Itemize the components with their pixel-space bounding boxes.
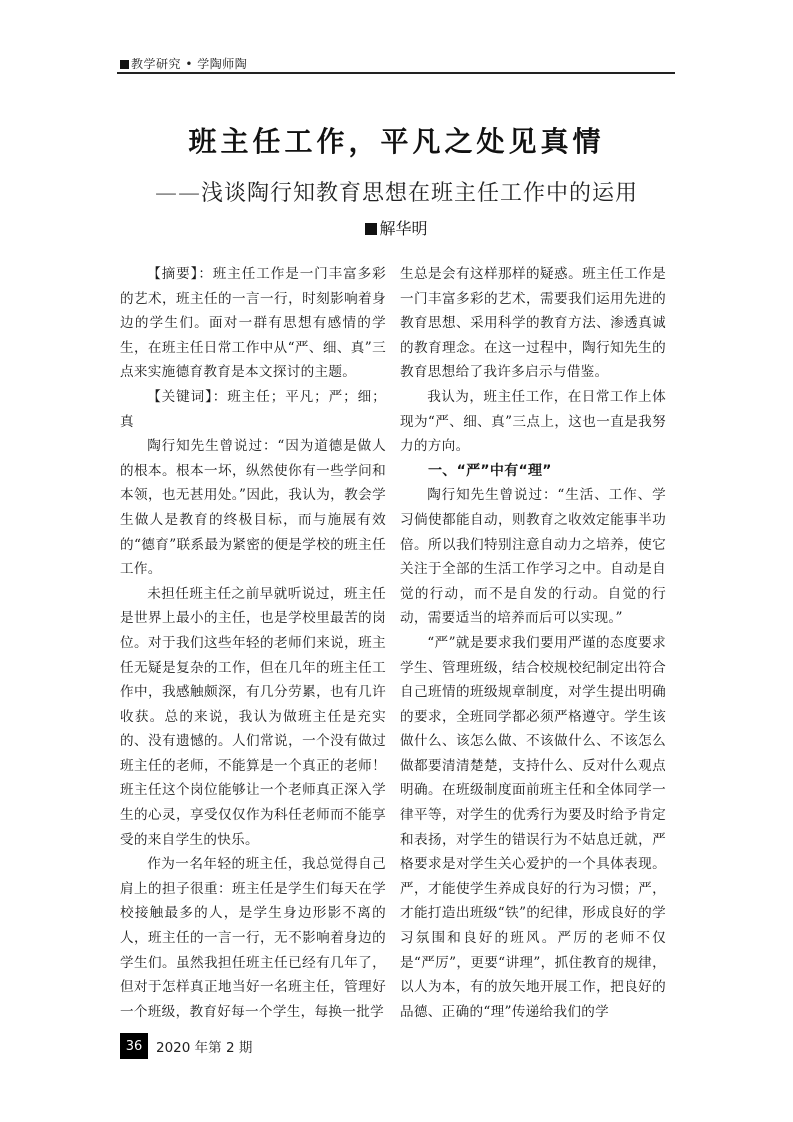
keywords-paragraph bbox=[120, 385, 386, 434]
issue-label: 2020 年第 2 期 bbox=[156, 1040, 253, 1056]
abstract-label: 【摘要】 bbox=[147, 266, 199, 282]
body-paragraph: 未担任班主任之前早就听说过，班主任是世界上最小的主任，也是学校里最苦的岗位。对于我们这些年轻的老师们来说，班主任无疑是复杂的工作，但在几年的班主任工作中，我感触颇深，有几分劳累，也有几许收获。总的来说，我认为做班主任是充实的、没有遗憾的。人们常说，一个没有做过班主任的老师，不能算是一个真正的老师！班主任这个岗位能够让一个老师真正深入学生的心灵，享受仅仅作为科任老师而不能享受的来自学生的快乐。 bbox=[120, 585, 386, 848]
author-line bbox=[0, 216, 793, 239]
keywords-text: ：班主任；平凡；严；细；真 bbox=[120, 388, 386, 430]
square-bullet-icon bbox=[120, 60, 129, 69]
running-head-section: 教学研究 • 学陶师陶 bbox=[131, 57, 248, 71]
body-paragraph-continued: 生总是会有这样那样的疑惑。班主任工作是一门丰富多彩的艺术，需要我们运用先进的教育思想、采用科学的教育方法、渗透真诚的教育理念。在这一过程中，陶行知先生的教育思想给了我许多启示与借鉴。 bbox=[400, 266, 666, 381]
header-rule bbox=[117, 72, 675, 74]
article-title: 班主任工作，平凡之处见真情 bbox=[188, 125, 605, 158]
abstract-paragraph bbox=[120, 262, 386, 385]
abstract-text: ：班主任工作是一门丰富多彩的艺术，班主任的一言一行，时刻影响着身边的学生们。面对一群有思想有感情的学生，在班主任日常工作中从“严、细、真”三点来实施德育教育是本文探讨的主题。 bbox=[120, 266, 387, 381]
section-heading: 一、“严”中有“理” bbox=[428, 462, 552, 479]
body-paragraph: 作为一名年轻的班主任，我总觉得自己肩上的担子很重：班主任是学生们每天在学校接触最多的人，是学生身边形影不离的人，班主任的一言一行，无不影响着身边的学生们。虽然我担任班主任已经有几年了，但对于怎样真正地当好一名班主任，管理好一个班级，教育好每一个学生，每换一批学 bbox=[120, 856, 386, 1020]
page-footer bbox=[120, 1033, 252, 1059]
body-paragraph: 我认为，班主任工作，在日常工作上体现为“严、细、真”三点上，这也一直是我努力的方向。 bbox=[400, 388, 666, 455]
running-head bbox=[120, 55, 247, 72]
keywords-label: 【关键词】 bbox=[147, 388, 213, 405]
right-column bbox=[400, 262, 666, 1024]
article-subtitle: ——浅谈陶行知教育思想在班主任工作中的运用 bbox=[154, 181, 638, 206]
body-paragraph: 陶行知先生曾说过：“生活、工作、学习倘使都能自动，则教育之收效定能事半功倍。所以我们特别注意自动力之培养，使它关注于全部的生活工作学习之中。自动是自觉的行动，而不是自发的行动。自觉的行动，需要适当的培养而后可以实现。” bbox=[400, 487, 666, 627]
author-name: 解华明 bbox=[379, 219, 428, 238]
page-number: 36 bbox=[120, 1033, 148, 1059]
left-column bbox=[120, 262, 386, 1024]
body-paragraph: 陶行知先生曾说过：“因为道德是做人的根本。根本一坏，纵然使你有一些学问和本领，也无甚用处。”因此，我认为，教会学生做人是教育的终极目标，而与施展有效的“德育”联系最为紧密的便是学校的班主任工作。 bbox=[120, 438, 386, 578]
square-bullet-icon bbox=[365, 223, 377, 235]
body-paragraph: “严”就是要求我们要用严谨的态度要求学生、管理班级，结合校规校纪制定出符合自己班情的班级规章制度，对学生提出明确的要求，全班同学都必须严格遵守。学生该做什么、该怎么做、不该做什么、不该怎么做都要清清楚楚，支持什么、反对什么观点明确。在班级制度面前班主任和全体同学一律平等，对学生的优秀行为要及时给予肯定和表扬，对学生的错误行为不姑息迁就，严格要求是对学生关心爱护的一个具体表现。严，才能使学生养成良好的行为习惯；严，才能打造出班级“铁”的纪律，形成良好的学习氛围和良好的班风。严厉的老师不仅是“严厉”，更要“讲理”，抓住教育的规律，以人为本，有的放矢地开展工作，把良好的品德、正确的“理”传递给我们的学 bbox=[400, 634, 666, 1020]
